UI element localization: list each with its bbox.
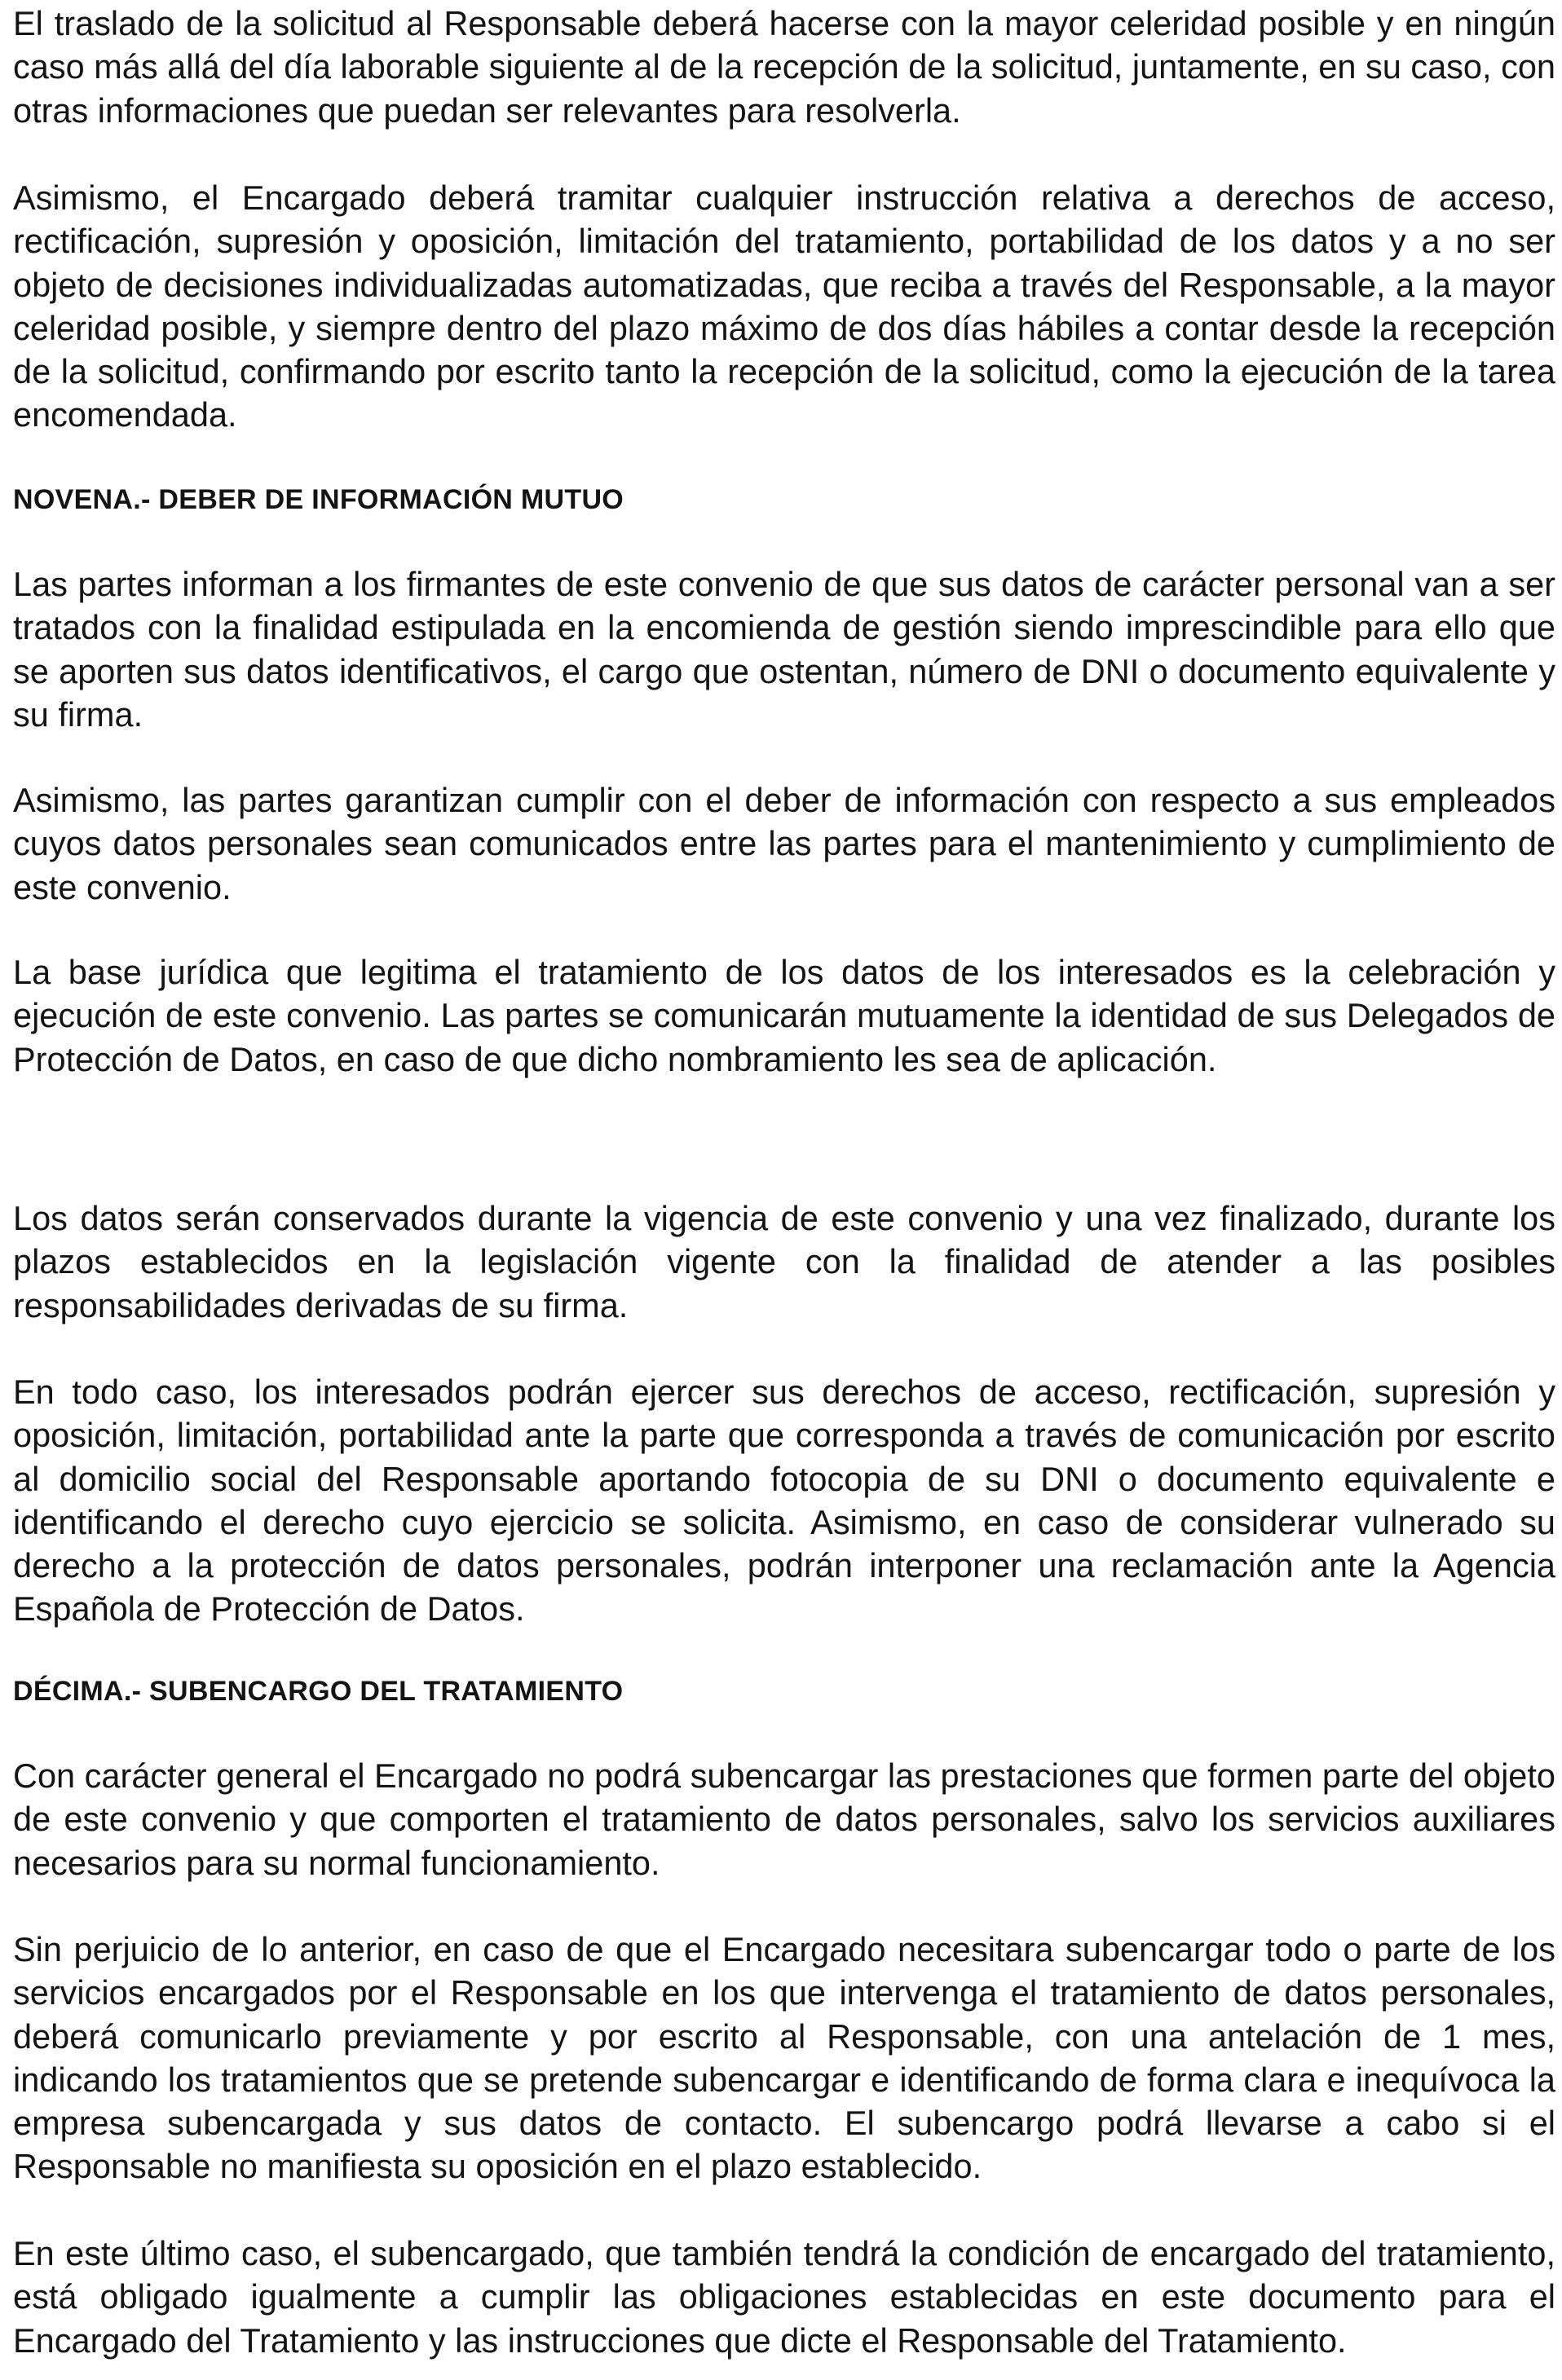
section-heading-novena: NOVENA.- DEBER DE INFORMACIÓN MUTUO bbox=[13, 484, 624, 515]
paragraph-conservacion-datos: Los datos serán conservados durante la vigencia de este convenio y una vez finalizado, durante los plazos establecidos en la legislación vigente con la finalidad de atender a las posibles responsabilidades derivadas de su firma. bbox=[13, 1199, 1555, 1324]
paragraph-caracter-general: Con carácter general el Encargado no podrá subencargar las prestaciones que formen parte del objeto de este convenio y que comporten el tratamiento de datos personales, salvo los servicios auxiliares necesarios para su normal funcionamiento. bbox=[13, 1756, 1555, 1882]
paragraph-base-juridica: La base jurídica que legitima el tratamiento de los datos de los interesados es la celebración y ejecución de este convenio. Las partes se comunicarán mutuamente la identidad de sus Delegados de Protección de Datos, en caso de que dicho nombramiento les sea de aplicación. bbox=[13, 953, 1555, 1078]
paragraph-subencargado: En este último caso, el subencargado, que también tendrá la condición de encargado del tratamiento, está obligado igualmente a cumplir las obligaciones establecidas en este documento para el Encargado del Tratamiento y las instrucciones que dicte el Responsable del Tratamiento. bbox=[13, 2234, 1555, 2360]
paragraph-tramitar-instrucciones: Asimismo, el Encargado deberá tramitar cualquier instrucción relativa a derechos de acceso, rectificación, supresión y oposición, limitación del tratamiento, portabilidad de los datos y a no ser objeto de decisiones individualizadas automatizadas, que reciba a través del Responsable, a la mayor celeridad posible, y siempre dentro del plazo máximo de dos días hábiles a contar desde la recepción de la solicitud, confirmando por escrito tanto la recepción de la solicitud, como la ejecución de la tarea encomendada. bbox=[13, 178, 1555, 434]
paragraph-deber-informacion: Asimismo, las partes garantizan cumplir con el deber de información con respecto a sus empleados cuyos datos personales sean comunicados entre las partes para el mantenimiento y cumplimiento de este convenio. bbox=[13, 781, 1555, 906]
paragraph-sin-perjuicio: Sin perjuicio de lo anterior, en caso de que el Encargado necesitara subencargar todo o parte de los servicios encargados por el Responsable en los que intervenga el tratamiento de datos personales, deberá comunicarlo previamente y por escrito al Responsable, con una antelación de 1 mes, indicando los tratamientos que se pretende subencargar e identificando de forma clara e inequívoca la empresa subencargada y sus datos de contacto. El subencargo podrá llevarse a cabo si el Responsable no manifiesta su oposición en el plazo establecido. bbox=[13, 1930, 1555, 2186]
paragraph-derechos-interesados: En todo caso, los interesados podrán ejercer sus derechos de acceso, rectificación, supresión y oposición, limitación, portabilidad ante la parte que corresponda a través de comunicación por escrito al domicilio social del Responsable aportando fotocopia de su DNI o documento equivalente e identificando el derecho cuyo ejercicio se solicita. Asimismo, en caso de considerar vulnerado su derecho a la protección de datos personales, podrán interponer una reclamación ante la Agencia Española de Protección de Datos. bbox=[13, 1373, 1555, 1629]
paragraph-partes-informan: Las partes informan a los firmantes de este convenio de que sus datos de carácter personal van a ser tratados con la finalidad estipulada en la encomienda de gestión siendo imprescindible para ello que se aporten sus datos identificativos, el cargo que ostentan, número de DNI o documento equivalente y su firma. bbox=[13, 565, 1555, 734]
document-page bbox=[13, 0, 1555, 2380]
section-heading-decima: DÉCIMA.- SUBENCARGO DEL TRATAMIENTO bbox=[13, 1676, 624, 1707]
paragraph-traslado-solicitud: El traslado de la solicitud al Responsable deberá hacerse con la mayor celeridad posible y en ningún caso más allá del día laborable siguiente al de la recepción de la solicitud, juntamente, en su caso, con otras informaciones que puedan ser relevantes para resolverla. bbox=[13, 4, 1555, 130]
